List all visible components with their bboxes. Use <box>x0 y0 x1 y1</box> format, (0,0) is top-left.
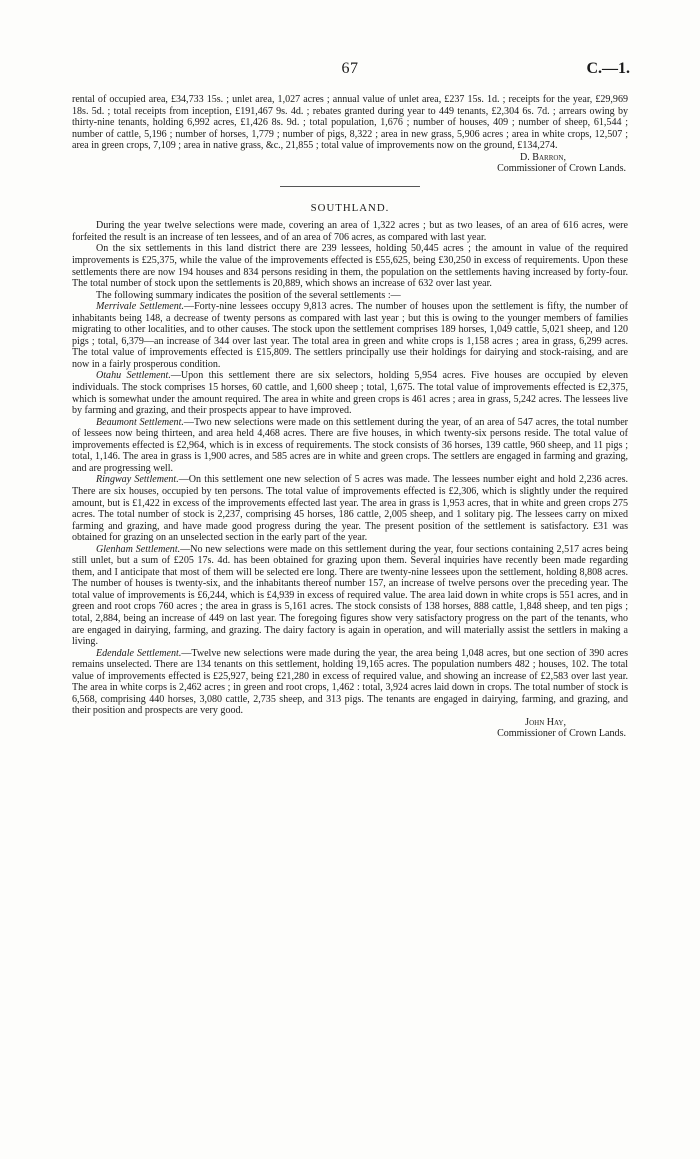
intro-paragraph: During the year twelve selections were made, covering an area of 1,322 acres ; but as two leases, of an area of 616 acres, were forfeited the result is an increase of ten lessees, and of an area of 706 acres, as compared with last year. <box>72 220 628 243</box>
settlement-name: Edendale Settlement. <box>96 647 182 659</box>
settlement-text: —On this settlement one new selection of 5 acres was made. The lessees number eight and hold 2,236 acres. There are six houses, occupied by ten persons. The total value of improvements effected is £2,306, which is slightly under the required amount, but is £1,422 in excess of the improvements effected last year. The area in grass is 1,953 acres, that in white and green crops 275 acres. The total number of stock is 2,237, comprising 45 horses, 186 cattle, 2,005 sheep, and 1 solitary pig. The lessees carry on mixed farming and grazing, and have made good progress during the year. The present position of the settlement is satisfactory. £31 was obtained for grazing on an unselected section in the early part of the year. <box>72 474 629 544</box>
section-title-southland: SOUTHLAND. <box>310 201 390 214</box>
settlement-name: Ringway Settlement. <box>96 474 179 486</box>
settlement-name: Glenham Settlement. <box>96 543 181 555</box>
page-number: 67 <box>341 60 359 77</box>
settlement-paragraph-edendale <box>72 648 628 717</box>
continued-paragraph: rental of occupied area, £34,733 15s. ; unlet area, 1,027 acres ; annual value of unlet area, £237 15s. 1d. ; receipts for the year, £29,969 18s. 5d. ; total receipts from inception, £191,467 9s. 4d. ; rebates granted during year to 449 tenants, £2,304 6s. 7d. ; arrears owing by thirty-nine tenants, holding 6,992 acres, £1,426 8s. 9d. ; total population, 1,676 ; number of houses, 409 ; number of sheep, 61,544 ; number of cattle, 5,196 ; number of horses, 1,779 ; number of pigs, 8,322 ; area in new grass, 5,906 acres ; area in white crops, 12,507 ; area in green crops, 7,109 ; area in native grass, &c., 21,855 ; total value of improvements now on the ground, £134,274. <box>72 94 628 152</box>
paper-reference: C.—1. <box>586 60 630 77</box>
signature-name-barron: D. Barron, <box>520 151 566 163</box>
settlement-name: Otahu Settlement. <box>96 370 171 382</box>
intro-paragraph: The following summary indicates the position of the several settlements :— <box>96 289 401 301</box>
settlement-paragraph-otahu <box>72 370 628 416</box>
page-body <box>72 94 628 740</box>
settlement-paragraph-beaumont <box>72 417 628 475</box>
signature-title-hay: Commissioner of Crown Lands. <box>497 728 626 740</box>
settlement-name: Merrivale Settlement. <box>96 301 185 313</box>
settlement-text: —Upon this settlement there are six selectors, holding 5,954 acres. Five houses are occupied by eleven individuals. The stock comprises 15 horses, 60 cattle, and 1,600 sheep ; total, 1,675. The total value of improvements effected is £2,375, which is somewhat under the amount required. The area in white and green crops is 461 acres ; area in grass, 5,242 acres. The lessees live by farming and grazing, and their prospects appear to have improved. <box>72 370 628 417</box>
settlement-name: Beaumont Settlement. <box>96 416 184 428</box>
settlement-text: —Forty-nine lessees occupy 9,813 acres. The number of houses upon the settlement is fifty, the number of inhabitants being 148, a decrease of twenty persons as compared with last year ; but this is owing to the younger members of families migrating to other localities, and to other causes. The stock upon the settlement comprises 189 horses, 1,049 cattle, 5,021 sheep, and 120 pigs ; total, 6,379—an increase of 344 over last year. The total area in green and white crops is 1,158 acres ; area in grass, 6,299 acres. The total value of improvements effected is £15,809. The settlers principally use their holdings for dairying and stock-raising, and are now in a fairly prosperous condition. <box>72 301 628 370</box>
signature-name-hay: John Hay, <box>525 716 566 728</box>
settlement-text: —Two new selections were made on this settlement during the year, of an area of 547 acres, the total number of lessees now being thirteen, and area held 4,468 acres. There are five houses, in which twenty-six persons reside. The total value of improvements effected is £2,964, which is in excess of requirements. The stock consists of 36 horses, 139 cattle, 960 sheep, and 11 pigs ; total, 1,146. The area in grass is 1,900 acres, and 585 acres are in white and green crops. The settlers are engaged in farming and grazing, and are progressing well. <box>72 416 628 474</box>
settlement-text: —Twelve new selections were made during the year, the area being 1,048 acres, but one section of 390 acres remains unselected. There are 134 tenants on this settlement, holding 19,165 acres. The population numbers 482 ; houses, 102. The total value of improvements effected is £25,927, being £21,280 in excess of required value, and showing an increase of £2,583 over last year. The area in white corps is 2,462 acres ; in green and root crops, 1,462 : total, 3,924 acres laid down in crops. The total number of stock is 6,568, comprising 440 horses, 3,080 cattle, 2,735 sheep, and 313 pigs. The tenants are engaged in dairying, farming, and grazing, and their position and prospects are very good. <box>72 647 628 717</box>
signature-title-barron: Commissioner of Crown Lands. <box>497 163 626 175</box>
section-divider <box>280 186 420 187</box>
settlement-paragraph-ringway <box>72 474 628 543</box>
settlement-paragraph-glenham <box>72 544 628 648</box>
intro-paragraph: On the six settlements in this land district there are 239 lessees, holding 50,445 acres ; the amount in value of the required improvements is £25,375, while the value of the improvements effected is £55,625, being £30,250 in excess of requirements. Upon these settlements there are now 194 houses and 834 persons residing in them, the population on the settlements having increased by forty-four. The total number of stock upon the settlements is 20,889, which shows an increase of 632 over last year. <box>72 243 628 290</box>
settlement-paragraph-merrivale <box>72 301 628 370</box>
settlement-text: —No new selections were made on this settlement during the year, four sections containing 2,517 acres being still unlet, but a sum of £205 17s. 4d. has been obtained for grazing upon them. Several inquiries have recently been made regarding them, and I anticipate that most of them will be selected ere long. There are twenty-nine lessees upon the settlement, holding 8,808 acres. The number of houses is twenty-six, and the inhabitants thereof number 157, an increase of twelve persons over the preceding year. The total value of improvements is £6,244, which is £4,939 in excess of required value. The area laid down in white crops is 551 acres, and in green and root crops 760 acres ; the area in grass is 5,161 acres. The stock consists of 138 horses, 888 cattle, 1,848 sheep, and ten pigs ; total, 2,884, being an increase of 449 on last year. The foregoing figures show very satisfactory progress on the part of the tenants, who are engaged in dairying, farming, and grazing. The dairy factory is again in operation, and will materially assist the settlers in making a living. <box>72 543 629 648</box>
